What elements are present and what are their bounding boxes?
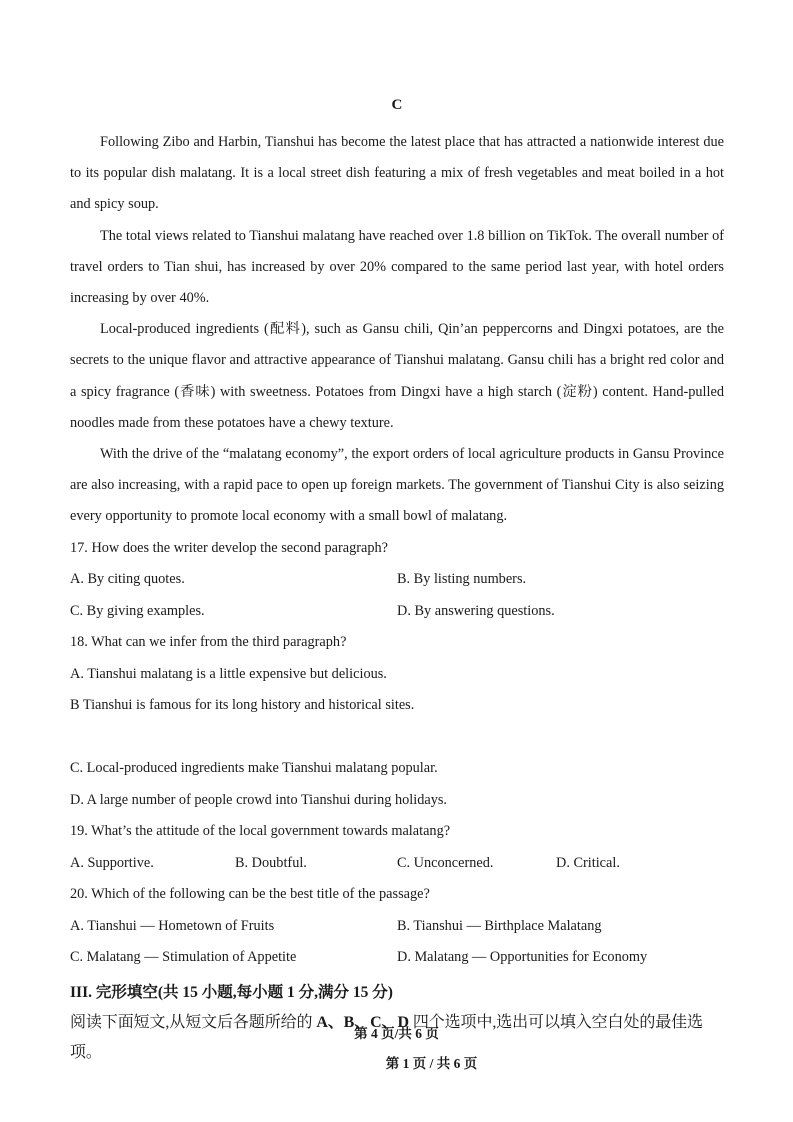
- question-19-options-row: [70, 848, 724, 880]
- question-17-option-d[interactable]: D. By answering questions.: [397, 602, 555, 619]
- instruction-text-after: 四个选项中,选出可以填入空白处的最佳选项。: [70, 1013, 703, 1061]
- question-20-stem: 20. Which of the following can be the best title of the passage?: [70, 886, 430, 903]
- question-18-stem: 18. What can we infer from the third paragraph?: [70, 634, 347, 651]
- question-19-option-b[interactable]: B. Doubtful.: [235, 854, 307, 871]
- question-20-option-b[interactable]: B. Tianshui — Birthplace Malatang: [397, 917, 602, 934]
- question-20-options-row-2: [70, 942, 724, 974]
- question-17-option-c[interactable]: C. By giving examples.: [70, 602, 205, 619]
- question-17-option-a[interactable]: A. By citing quotes.: [70, 571, 185, 588]
- question-17-options-row-1: [70, 564, 724, 596]
- question-20-option-d[interactable]: D. Malatang — Opportunities for Economy: [397, 949, 648, 966]
- passage-paragraph-3: Local-produced ingredients (配料), such as Gansu chili, Qin’an peppercorns and Dingxi potatoes, are the secrets to the unique flavor and attractive appearance of Tianshui malatang. Gansu chili has a bright red color and a spicy fragrance (香味) with sweetness. Potatoes from Dingxi have a high starch (淀粉) content. Hand-pulled noodles made from these potatoes have a chewy texture.: [70, 321, 724, 431]
- question-18-option-c[interactable]: C. Local-produced ingredients make Tianshui malatang popular.: [70, 760, 438, 777]
- question-20-option-c[interactable]: C. Malatang — Stimulation of Appetite: [70, 949, 297, 966]
- passage-paragraph-2: The total views related to Tianshui malatang have reached over 1.8 billion on TikTok. The overall number of travel orders to Tian shui, has increased by over 20% compared to the same period last year, with hotel orders increasing by over 40%.: [70, 227, 724, 307]
- question-19-option-d[interactable]: D. Critical.: [556, 854, 620, 871]
- cloze-section-roman-numeral: III.: [70, 983, 92, 1001]
- passage-paragraph-1: Following Zibo and Harbin, Tianshui has become the latest place that has attracted a nationwide interest due to its popular dish malatang. It is a local street dish featuring a mix of fresh vegetables and meat boiled in a hot and spicy soup.: [70, 134, 724, 213]
- instruction-text-before: 阅读下面短文,从短文后各题所给的: [70, 1013, 317, 1031]
- passage-paragraph-4: With the drive of the “malatang economy”, the export orders of local agriculture products in Gansu Province are also increasing, with a rapid pace to open up foreign markets. The government of Tianshui City is also seizing every opportunity to promote local economy with a small bowl of malatang.: [70, 446, 724, 525]
- question-20-options-row-1: [70, 911, 724, 943]
- question-18-spacer: [70, 722, 724, 754]
- cloze-section-heading: [70, 978, 724, 1008]
- question-17-stem: 17. How does the writer develop the second paragraph?: [70, 539, 388, 556]
- page-content: [70, 0, 724, 1068]
- question-17-options-row-2: [70, 596, 724, 628]
- cloze-section-title: 完形填空(共 15 小题,每小题 1 分,满分 15 分): [91, 983, 393, 1001]
- question-17-option-b[interactable]: B. By listing numbers.: [397, 571, 527, 588]
- question-19-option-a[interactable]: A. Supportive.: [70, 854, 154, 871]
- question-19-stem: 19. What’s the attitude of the local government towards malatang?: [70, 823, 451, 840]
- question-20-option-a[interactable]: A. Tianshui — Hometown of Fruits: [70, 917, 275, 934]
- instruction-option-letters: A、B、C、D: [316, 1013, 409, 1031]
- section-letter-heading: C: [391, 97, 403, 113]
- page-footer-primary: 第 4 页/共 6 页: [354, 1026, 439, 1041]
- question-19-option-c[interactable]: C. Unconcerned.: [397, 854, 494, 871]
- question-18-option-a[interactable]: A. Tianshui malatang is a little expensive but delicious.: [70, 665, 387, 682]
- question-18-option-d[interactable]: D. A large number of people crowd into Tianshui during holidays.: [70, 791, 447, 808]
- question-18-option-b[interactable]: B Tianshui is famous for its long history and historical sites.: [70, 697, 415, 714]
- page-footer-secondary: 第 1 页 / 共 6 页: [385, 1056, 478, 1071]
